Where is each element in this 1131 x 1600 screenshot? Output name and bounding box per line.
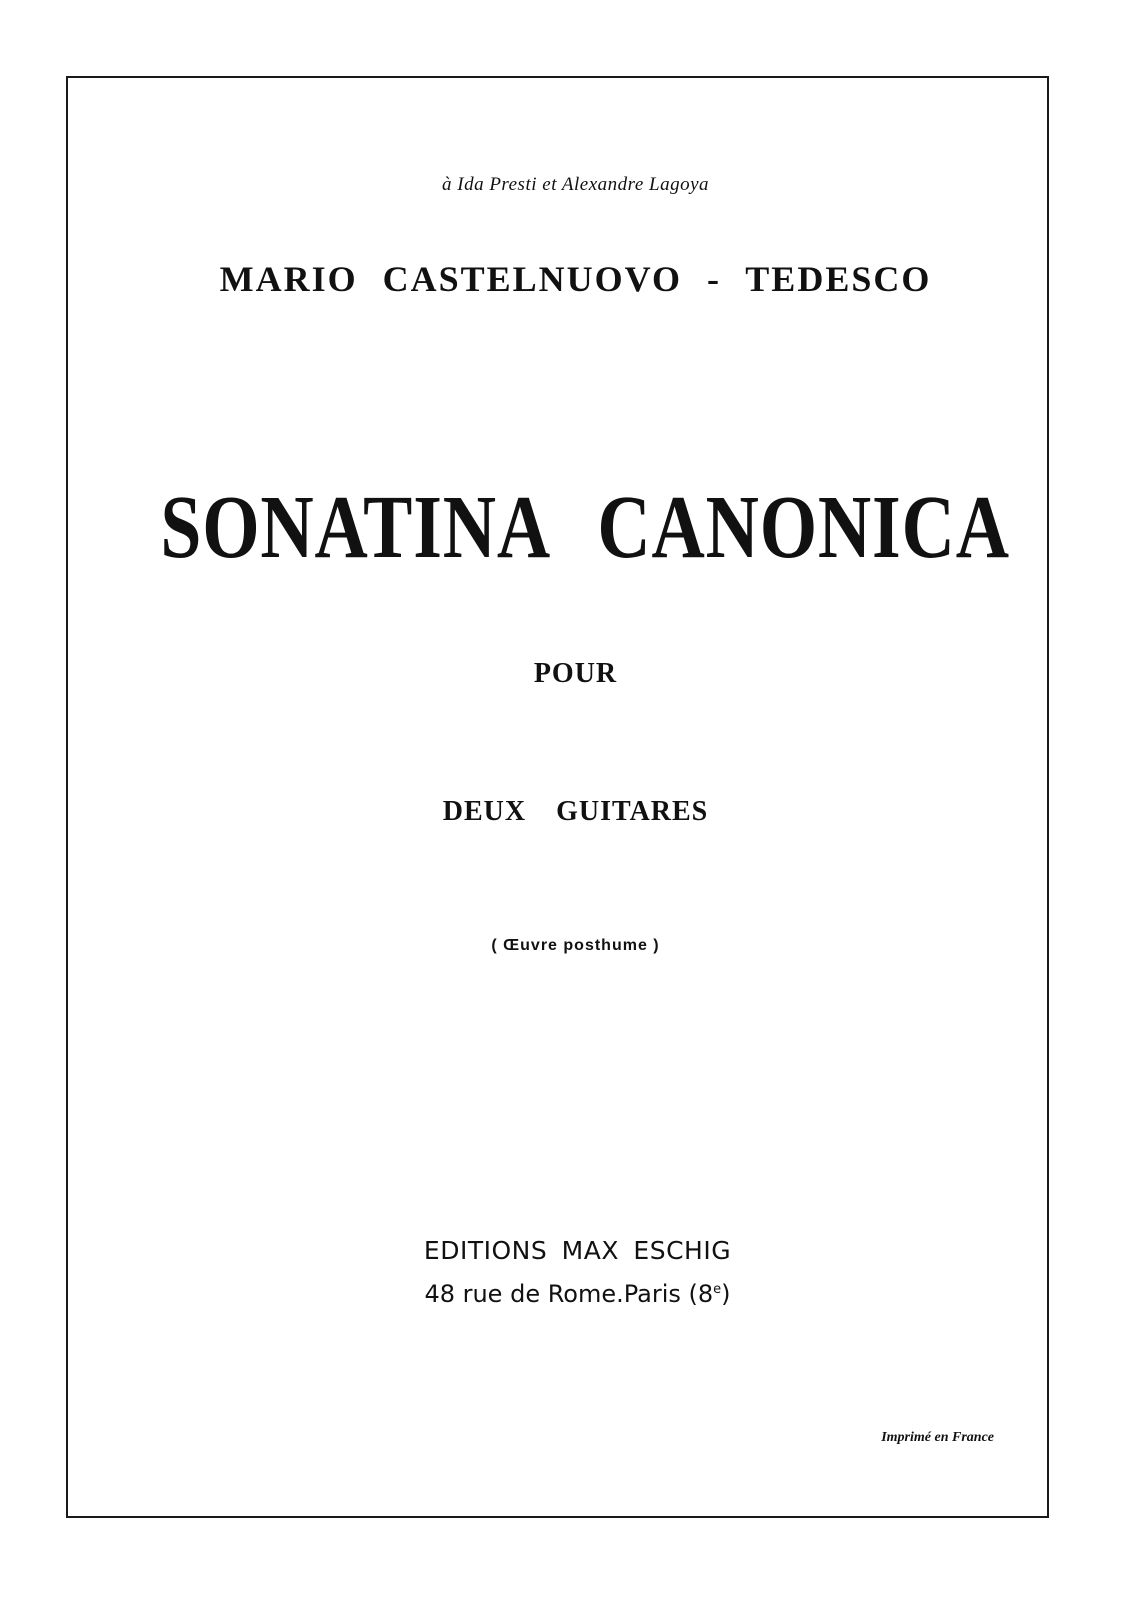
address-superscript: e <box>713 1282 722 1297</box>
dedication: à Ida Presti et Alexandre Lagoya <box>442 174 709 195</box>
address-main: 48 rue de Rome.Paris (8 <box>424 1280 714 1308</box>
publisher-address <box>0 1280 1131 1308</box>
pour-label: POUR <box>533 658 618 689</box>
composer-name: MARIO CASTELNUOVO - TEDESCO <box>219 259 932 299</box>
work-title: SONATINA CANONICA <box>160 478 1010 577</box>
posthumous-note: ( Œuvre posthume ) <box>491 937 660 954</box>
publisher-name: EDITIONS MAX ESCHIG <box>423 1236 732 1265</box>
printed-in-label: Imprimé en France <box>881 1430 994 1445</box>
instrumentation: DEUX GUITARES <box>442 796 709 827</box>
address-end: ) <box>721 1280 731 1308</box>
